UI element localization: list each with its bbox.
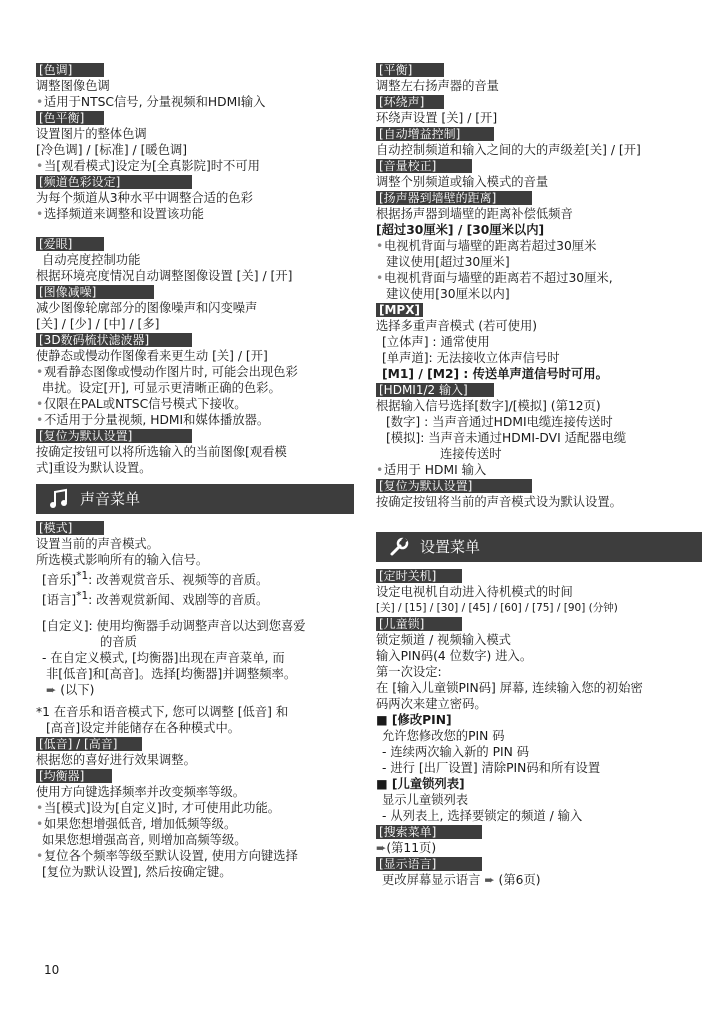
off-timer-options: [关] / [15] / [30] / [45] / [60] / [75] / [90] (分钟) (376, 602, 618, 614)
left-column (36, 62, 354, 880)
mpx-stereo: [立体声] : 通常使用 (382, 335, 490, 349)
off-timer-heading: [定时关机] (376, 569, 462, 583)
equalizer-note-4: • 复位各个频率等级至默认设置, 使用方向键选择 (36, 848, 354, 864)
change-pin-step-1: - 连续两次输入新的 PIN 码 (382, 745, 530, 759)
balance-desc: 调整左右扬声器的音量 (376, 79, 499, 93)
noise-reduction-desc: 减少图像轮廓部分的图像噪声和闪变噪声 (36, 301, 258, 315)
sound-reset-desc: 按确定按钮将当前的声音模式设为默认设置。 (376, 495, 622, 509)
sound-mode-desc-1: 设置当前的声音模式。 (36, 537, 159, 551)
mode-user-4: 非[低音]和[高音]。选择[均衡器]并调整频率。 (46, 667, 297, 682)
picture-reset-desc-1: 按确定按钮可以将所选输入的当前图像[观看模 (36, 445, 287, 459)
color-balance-note: • 当[观看模式]设定为[全真影院]时不可用 (36, 158, 354, 174)
sound-reset-heading: [复位为默认设置] (376, 479, 532, 493)
channel-color-note: • 选择频道来调整和设置该功能 (36, 206, 354, 222)
change-pin-desc: 允许您修改您的PIN 码 (382, 729, 505, 743)
change-pin-step-2: - 进行 [出厂设置] 清除PIN码和所有设置 (382, 761, 601, 775)
child-lock-first-2: 在 [输入儿童锁PIN码] 屏幕, 连续输入您的初始密 (376, 681, 643, 695)
mpx-m1-m2: [M1] / [M2] : 传送单声道信号时可用。 (382, 367, 608, 381)
color-balance-options: [冷色调] / [标准] / [暖色调] (36, 143, 188, 157)
comb-filter-note-1b: 串扰。设定[开], 可显示更清晰正确的色彩。 (42, 381, 281, 395)
mode-music: [音乐]$^{*1}$: 改善观赏音乐、视频等的音质。 (42, 570, 269, 588)
mode-speech: [语言]$^{*1}$: 改善观赏新闻、戏剧等的音质。 (42, 590, 269, 608)
speaker-wall-note-1b: 建议使用[超过30厘米] (386, 255, 510, 269)
picture-reset-desc-2: 式]重设为默认设置。 (36, 461, 152, 475)
hdmi-input-heading: [HDMI1/2 输入] (376, 383, 494, 397)
lock-list-desc: 显示儿童锁列表 (382, 793, 469, 807)
arrow-right-icon: ➨ (484, 873, 495, 887)
arrow-right-icon: ➨ (376, 841, 387, 855)
setup-menu-title: 设置菜单 (420, 538, 481, 556)
surround-heading: [环绕声] (376, 95, 444, 109)
hue-heading: [色调] (36, 63, 104, 77)
footnote-1: *1 在音乐和语音模式下, 您可以调整 [低音] 和 (36, 705, 289, 720)
mpx-desc: 选择多重声音模式 (若可使用) (376, 319, 538, 333)
speaker-wall-heading: [扬声器到墙壁的距离] (376, 191, 532, 205)
equalizer-note-5: [复位为默认设置], 然后按确定键。 (42, 865, 232, 880)
hue-desc: 调整图像色调 (36, 79, 110, 93)
child-lock-desc-1: 锁定频道 / 视频输入模式 (376, 633, 511, 647)
mpx-mono: [单声道]: 无法接收立体声信号时 (382, 351, 560, 365)
eye-care-options: 根据环境亮度情况自动调整图像设置 [关] / [开] (36, 269, 293, 283)
comb-filter-heading: [3D数码梳状滤波器] (36, 333, 192, 347)
comb-filter-note-1: • 观看静态图像或慢动作图片时, 可能会出现色彩 (36, 364, 354, 380)
speaker-wall-desc: 根据扬声器到墙壁的距离补偿低频音 (376, 207, 573, 221)
noise-reduction-options: [关] / [少] / [中] / [多] (36, 317, 160, 331)
wrench-icon (384, 535, 414, 559)
noise-reduction-heading: [图像减噪] (36, 285, 154, 299)
hdmi-analog-cont: 连接传送时 (440, 447, 502, 461)
page-number: 10 (44, 963, 60, 977)
equalizer-heading: [均衡器] (36, 769, 112, 783)
tuning-menu-heading: [搜索菜单] (376, 825, 482, 839)
sound-menu-title: 声音菜单 (80, 490, 141, 508)
sound-mode-desc-2: 所选模式影响所有的输入信号。 (36, 553, 209, 567)
channel-color-desc: 为每个频道从3种水平中调整合适的色彩 (36, 191, 253, 205)
agc-heading: [自动增益控制] (376, 127, 494, 141)
hdmi-analog: [模拟]: 当声音未通过HDMI-DVI 适配器电缆 (386, 431, 627, 445)
child-lock-heading: [儿童锁] (376, 617, 462, 631)
equalizer-note-2: • 如果您想增强低音, 增加低频等级。 (36, 816, 354, 832)
hdmi-note: • 适用于 HDMI 输入 (376, 462, 702, 478)
speaker-wall-note-2b: 建议使用[30厘米以内] (386, 287, 510, 301)
off-timer-desc: 设定电视机自动进入待机模式的时间 (376, 585, 573, 599)
display-language-heading: [显示语言] (376, 857, 482, 871)
surround-desc: 环绕声设置 [关] / [开] (376, 111, 498, 125)
child-lock-desc-2: 输入PIN码(4 位数字) 进入。 (376, 649, 533, 663)
equalizer-note-3: 如果您想增强高音, 则增加高频等级。 (42, 833, 247, 848)
change-pin-heading: ■ [修改PIN] (376, 713, 452, 727)
music-note-icon (44, 487, 74, 511)
speaker-wall-note-1: • 电视机背面与墙壁的距离若超过30厘米 (376, 238, 702, 254)
eye-care-heading: [爱眼] (36, 237, 104, 251)
setup-menu-banner (376, 532, 702, 562)
hdmi-digital: [数字] : 当声音通过HDMI电缆连接传送时 (386, 415, 613, 429)
display-language-desc: 更改屏幕显示语言 ➨ (第6页) (382, 873, 541, 887)
tuning-menu-ref: ➨(第11页) (376, 841, 437, 855)
balance-heading: [平衡] (376, 63, 444, 77)
sound-menu-banner (36, 484, 354, 514)
mode-user-5: ➨ (以下) (46, 683, 95, 698)
mode-user-2: 的音质 (100, 635, 137, 650)
hue-note: • 适用于NTSC信号, 分量视频和HDMI输入 (36, 94, 354, 110)
agc-desc: 自动控制频道和输入之间的大的声级差[关] / [开] (376, 143, 641, 157)
volume-correction-desc: 调整个别频道或输入模式的音量 (376, 175, 549, 189)
comb-filter-desc: 使静态或慢动作图像看来更生动 [关] / [开] (36, 349, 268, 363)
lock-list-step: - 从列表上, 选择要锁定的频道 / 输入 (382, 809, 583, 823)
comb-filter-note-2: • 仅限在PAL或NTSC信号模式下接收。 (36, 396, 354, 412)
lock-list-heading: ■ [儿童锁列表] (376, 777, 465, 791)
arrow-right-icon: ➨ (46, 683, 57, 698)
right-column (376, 62, 702, 888)
equalizer-note-1: • 当[模式]设为[自定义]时, 才可使用此功能。 (36, 800, 354, 816)
child-lock-first-3: 码两次来建立密码。 (376, 697, 487, 711)
speaker-wall-note-2: • 电视机背面与墙壁的距离若不超过30厘米, (376, 270, 702, 286)
bass-treble-desc: 根据您的喜好进行效果调整。 (36, 753, 196, 768)
child-lock-first-1: 第一次设定: (376, 665, 442, 679)
equalizer-desc: 使用方向键选择频率并改变频率等级。 (36, 785, 246, 800)
comb-filter-note-3: • 不适用于分量视频, HDMI和媒体播放器。 (36, 412, 354, 428)
bass-treble-heading: [低音] / [高音] (36, 737, 142, 751)
picture-reset-heading: [复位为默认设置] (36, 429, 192, 443)
mode-user-1: [自定义]: 使用均衡器手动调整声音以达到您喜爱 (42, 619, 306, 634)
speaker-wall-options: [超过30厘米] / [30厘米以内] (376, 223, 545, 237)
mode-user-3: - 在自定义模式, [均衡器]出现在声音菜单, 而 (42, 651, 285, 666)
channel-color-heading: [频道色彩设定] (36, 175, 192, 189)
footnote-2: [高音]设定并能储存在各种模式中。 (46, 721, 241, 736)
color-balance-desc: 设置图片的整体色调 (36, 127, 147, 141)
volume-correction-heading: [音量校正] (376, 159, 472, 173)
mpx-heading: [MPX] (376, 303, 423, 317)
eye-care-desc: 自动亮度控制功能 (42, 253, 141, 267)
hdmi-input-desc: 根据输入信号选择[数字]/[模拟] (第12页) (376, 399, 601, 413)
sound-mode-heading: [模式] (36, 521, 104, 535)
color-balance-heading: [色平衡] (36, 111, 104, 125)
